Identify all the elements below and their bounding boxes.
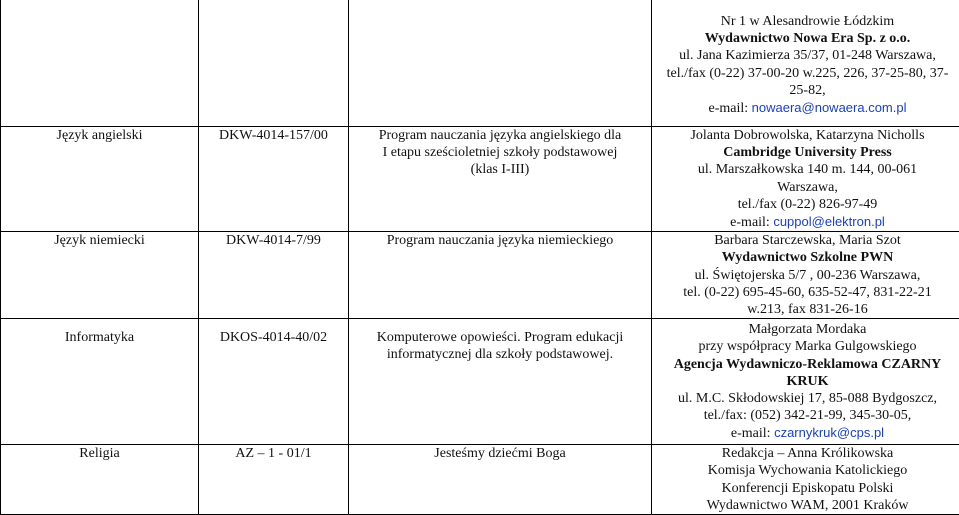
subject-text: Język niemiecki <box>1 232 198 249</box>
program-cell <box>349 232 652 319</box>
publisher-info <box>652 319 959 442</box>
publisher-line <box>652 196 959 213</box>
program-line: informatycznej dla szkoły podstawowej. <box>349 346 651 363</box>
program-title <box>349 127 651 179</box>
program-line: I etapu sześcioletniej szkoły podstawowej <box>349 144 651 161</box>
publisher-text: Wydawnictwo Nowa Era Sp. z o.o. <box>705 31 911 46</box>
publisher-text: Wydawnictwo Szkolne PWN <box>722 250 893 265</box>
publisher-text: Cambridge University Press <box>723 145 892 160</box>
publisher-info <box>652 232 959 318</box>
publisher-cell <box>652 0 959 127</box>
publisher-line <box>652 284 959 301</box>
program-line: (klas I-III) <box>349 161 651 178</box>
publisher-line <box>652 445 959 462</box>
program-code: AZ – 1 - 01/1 <box>199 445 348 462</box>
program-line: Program nauczania języka niemieckiego <box>349 232 651 249</box>
publisher-text: tel./fax: (052) 342-21-99, 345-30-05, <box>704 408 912 423</box>
email-line <box>652 99 959 117</box>
table-row <box>1 445 959 515</box>
publisher-text: Nr 1 w Alesandrowie Łódzkim <box>721 14 894 29</box>
email-line <box>652 424 959 442</box>
program-title <box>349 232 651 249</box>
publisher-line <box>652 301 959 318</box>
program-line: Komputerowe opowieści. Program edukacji <box>349 329 651 346</box>
publisher-line <box>652 480 959 497</box>
program-title <box>349 445 651 462</box>
email-link[interactable]: czarnykruk@cps.pl <box>774 425 884 440</box>
publisher-text: Małgorzata Mordaka <box>749 322 867 337</box>
publisher-text: Jolanta Dobrowolska, Katarzyna Nicholls <box>690 128 924 143</box>
publisher-line <box>652 144 959 161</box>
publisher-text: Konferencji Episkopatu Polski <box>722 481 894 496</box>
table-row <box>1 127 959 232</box>
code-cell <box>199 445 349 515</box>
publisher-info <box>652 127 959 231</box>
publisher-line <box>652 249 959 266</box>
publisher-text: przy współpracy Marka Gulgowskiego <box>698 339 916 354</box>
program-code: DKW-4014-7/99 <box>199 232 348 249</box>
publisher-text: Wydawnictwo WAM, 2001 Kraków <box>707 498 909 513</box>
code-cell <box>199 127 349 232</box>
subject-cell <box>1 127 199 232</box>
program-line: Jesteśmy dziećmi Boga <box>349 445 651 462</box>
publisher-cell <box>652 445 959 515</box>
subject-text: Informatyka <box>1 319 198 346</box>
publisher-line <box>652 13 959 30</box>
program-title <box>349 319 651 363</box>
publisher-text: KRUK <box>787 374 829 389</box>
publisher-text: Agencja Wydawniczo-Reklamowa CZARNY <box>674 357 942 372</box>
publisher-text: tel./fax (0-22) 37-00-20 w.225, 226, 37-25-80, 37- <box>667 66 949 81</box>
publisher-line <box>652 497 959 514</box>
publisher-text: Komisja Wychowania Katolickiego <box>708 463 908 478</box>
publisher-cell <box>652 232 959 319</box>
publisher-line <box>652 267 959 284</box>
publisher-line <box>652 47 959 64</box>
publisher-text: Warszawa, <box>777 180 838 195</box>
subject-cell <box>1 0 199 127</box>
publisher-line <box>652 82 959 99</box>
publisher-line <box>652 390 959 407</box>
table-row <box>1 319 959 445</box>
publisher-text: Redakcja – Anna Królikowska <box>722 446 893 461</box>
email-link[interactable]: nowaera@nowaera.com.pl <box>752 100 907 115</box>
table-row <box>1 0 959 127</box>
publisher-line <box>652 462 959 479</box>
code-cell <box>199 319 349 445</box>
subject-text: Język angielski <box>1 127 198 144</box>
email-link[interactable]: cuppol@elektron.pl <box>773 214 884 229</box>
publisher-info <box>652 445 959 514</box>
program-cell <box>349 0 652 127</box>
publisher-line <box>652 373 959 390</box>
subject-text: Religia <box>1 445 198 462</box>
code-cell <box>199 232 349 319</box>
publisher-line <box>652 407 959 424</box>
publisher-text: e-mail: <box>709 101 749 116</box>
subject-cell <box>1 232 199 319</box>
publisher-text: tel. (0-22) 695-45-60, 635-52-47, 831-22-21 <box>683 285 931 300</box>
code-cell <box>199 0 349 127</box>
program-cell <box>349 445 652 515</box>
publisher-cell <box>652 127 959 232</box>
table-row <box>1 232 959 319</box>
publisher-text: e-mail: <box>731 426 771 441</box>
program-cell <box>349 127 652 232</box>
publisher-text: ul. M.C. Skłodowskiej 17, 85-088 Bydgoszcz, <box>678 391 937 406</box>
program-line: Program nauczania języka angielskiego dla <box>349 127 651 144</box>
publisher-line <box>652 232 959 249</box>
program-code: DKW-4014-157/00 <box>199 127 348 144</box>
subject-cell <box>1 445 199 515</box>
program-code: DKOS-4014-40/02 <box>199 319 348 346</box>
publisher-text: e-mail: <box>730 215 770 230</box>
publisher-line <box>652 127 959 144</box>
publisher-info <box>652 0 959 117</box>
publisher-line <box>652 321 959 338</box>
publisher-cell <box>652 319 959 445</box>
publisher-line <box>652 338 959 355</box>
publisher-text: ul. Świętojerska 5/7 , 00-236 Warszawa, <box>695 268 921 283</box>
program-cell <box>349 319 652 445</box>
publisher-text: ul. Jana Kazimierza 35/37, 01-248 Warszawa, <box>679 48 936 63</box>
publisher-line <box>652 356 959 373</box>
publisher-text: tel./fax (0-22) 826-97-49 <box>738 197 878 212</box>
publisher-text: 25-82, <box>789 83 825 98</box>
publisher-text: Barbara Starczewska, Maria Szot <box>714 233 901 248</box>
publisher-line <box>652 161 959 178</box>
subject-cell <box>1 319 199 445</box>
publisher-line <box>652 179 959 196</box>
email-line <box>652 213 959 231</box>
publisher-line <box>652 65 959 82</box>
publisher-text: ul. Marszałkowska 140 m. 144, 00-061 <box>698 162 917 177</box>
publisher-text: w.213, fax 831-26-16 <box>747 302 867 317</box>
publisher-line <box>652 30 959 47</box>
